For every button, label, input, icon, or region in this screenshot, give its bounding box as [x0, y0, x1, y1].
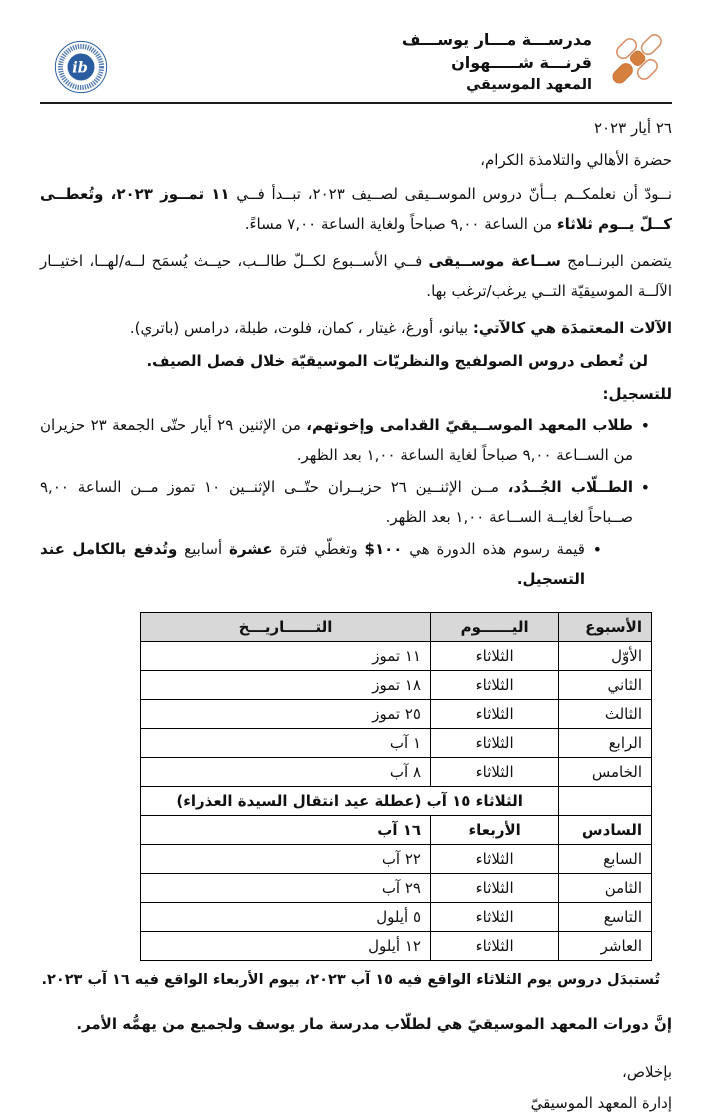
school-name-block — [402, 28, 592, 95]
table-row — [141, 728, 652, 757]
week-cell: الثامن — [559, 873, 652, 902]
intro-bold: ١١ تمــوز ٢٠٢٣، وتُعطــى كــلّ يــوم ثلاثاء — [40, 185, 672, 233]
program-text-2: فــي الأســبوع لكــلّ طالــب، حيــث يُسمَح لــه/لهــا، اختيــار الآلــة الموسيقيّة التــي يرغب/ترغب بها. — [40, 252, 672, 300]
schedule-table — [140, 612, 652, 961]
date-cell: ١٢ أيلول — [141, 931, 431, 960]
program-bold: ســاعة موســيقى — [428, 252, 561, 270]
day-cell: الثلاثاء — [431, 757, 559, 786]
bullet-new-students — [40, 472, 650, 532]
day-cell: الثلاثاء — [431, 844, 559, 873]
schedule-footnote: تُستبدَل دروس يوم الثلاثاء الواقع فيه ١٥ آب ٢٠٢٣، بيوم الأربعاء الواقع فيه ١٦ آب ٢٠٢٣. — [41, 971, 660, 988]
school-identity — [402, 24, 672, 98]
bullet-old-students — [40, 410, 650, 470]
new-students-bold: الطــلّاب الجُــدُد، — [507, 477, 633, 496]
holiday-cell: الثلاثاء ١٥ آب (عطلة عيد انتقال السيدة العذراء) — [141, 786, 559, 815]
column-header-date: التــــــاريـــخ — [141, 612, 431, 641]
week-cell: الرابع — [559, 728, 652, 757]
paragraph-intro — [40, 179, 672, 239]
week-cell: الثاني — [559, 670, 652, 699]
schedule-table-body — [141, 641, 652, 960]
closing: بإخلاص، — [622, 1062, 672, 1081]
date-cell: ٢٥ تموز — [141, 699, 431, 728]
table-row — [141, 670, 652, 699]
day-cell: الثلاثاء — [431, 670, 559, 699]
department-name: المعهد الموسيقي — [466, 76, 592, 93]
date-cell: ١١ تموز — [141, 641, 431, 670]
letterhead — [40, 24, 672, 98]
school-name: مدرســـة مـــار يوســـف — [401, 30, 592, 50]
table-row — [141, 873, 652, 902]
date-cell: ١٨ تموز — [141, 670, 431, 699]
school-logo-graphic — [602, 24, 672, 94]
letter-date: ٢٦ أيار ٢٠٢٣ — [593, 119, 672, 137]
column-header-day: اليــــــوم — [431, 612, 559, 641]
program-text: يتضمن البرنــامج — [560, 252, 672, 270]
fee-text-3: أسابيع — [177, 539, 229, 558]
week-cell: السابع — [559, 844, 652, 873]
date-cell: ٢٢ آب — [141, 844, 431, 873]
fee-text-1: قيمة رسوم هذه الدورة هي — [402, 539, 585, 558]
ib-logo — [54, 40, 108, 98]
instruments-label: الآلات المعتمدَة هي كالآتي: — [472, 319, 672, 337]
table-row — [141, 641, 652, 670]
registration-label: للتسجيل: — [602, 384, 672, 403]
date-cell: ٥ أيلول — [141, 902, 431, 931]
school-location: قرنـــة شـــــهوان — [451, 53, 592, 73]
day-cell: الأربعاء — [431, 815, 559, 844]
date-cell: ١٦ آب — [141, 815, 431, 844]
week-cell: العاشر — [559, 931, 652, 960]
table-row — [141, 699, 652, 728]
table-row — [141, 902, 652, 931]
week-cell: التاسع — [559, 902, 652, 931]
day-cell: الثلاثاء — [431, 902, 559, 931]
paragraph-program — [40, 246, 672, 306]
school-logo — [602, 24, 672, 98]
day-cell: الثلاثاء — [431, 728, 559, 757]
date-cell: ١ آب — [141, 728, 431, 757]
ib-monogram: ib — [72, 59, 88, 77]
table-row — [141, 815, 652, 844]
week-cell: الأوّل — [559, 641, 652, 670]
week-cell: الخامس — [559, 757, 652, 786]
salutation: حضرة الأهالي والتلامذة الكرام، — [480, 151, 672, 169]
table-row — [141, 931, 652, 960]
header-divider — [40, 102, 672, 104]
column-header-week: الأسبوع — [559, 612, 652, 641]
old-students-bold: طلاب المعهد الموســيقيّ القدامى وإخوتهم، — [306, 415, 633, 434]
paragraph-instruments — [40, 313, 672, 343]
signature: إدارة المعهد الموسيقيّ — [530, 1094, 672, 1113]
date-cell: ٨ آب — [141, 757, 431, 786]
fee-payment-bold: وتُدفع بالكامل عند التسجيل. — [40, 539, 585, 588]
week-cell: الثالث — [559, 699, 652, 728]
date-cell: ٢٩ آب — [141, 873, 431, 902]
fee-text-2: وتغطّي فترة — [272, 539, 365, 558]
schedule-table-header — [141, 612, 652, 641]
no-solfege-line: لن تُعطى دروس الصولفيج والنظريّات الموسيقيّة خلال فصل الصيف. — [146, 352, 648, 370]
new-students-text: مــن الإثنــين ٢٦ حزيــران حتّــى الإثنــين ١٠ تموز مــن الساعة ٩,٠٠ صــباحاً لغايــة الســاعة ١,٠٠ بعد الظهر. — [40, 477, 633, 526]
table-row-holiday — [141, 786, 652, 815]
audience-note: إنَّ دورات المعهد الموسيقيّ هي لطلّاب مدرسة مار يوسف ولجميع من يهمُّه الأمر. — [76, 1015, 672, 1034]
day-cell: الثلاثاء — [431, 873, 559, 902]
fee-weeks-bold: عشرة — [228, 539, 273, 558]
instruments-list: بيانو، أورغ، غيتار ، كمان، فلوت، طبلة، درامس (باتري). — [129, 319, 473, 337]
letter-body — [40, 116, 672, 1117]
day-cell: الثلاثاء — [431, 699, 559, 728]
day-cell: الثلاثاء — [431, 641, 559, 670]
old-students-text: من الإثنين ٢٩ أيار حتّى الجمعة ٢٣ حزيران من الســاعة ٩,٠٠ صباحاً لغاية الساعة ١,٠٠ بعد الظهر. — [40, 415, 633, 464]
week-cell — [559, 786, 652, 815]
intro-text: نــودّ أن نعلمكــم بــأنّ دروس الموســيقى لصــيف ٢٠٢٣، تبــدأ فــي — [229, 185, 672, 203]
ib-logo-graphic — [54, 40, 108, 94]
table-row — [141, 757, 652, 786]
intro-text-2: من الساعة ٩,٠٠ صباحاً ولغاية الساعة ٧,٠٠ مساءً. — [244, 215, 557, 233]
table-row — [141, 844, 652, 873]
header-row — [141, 612, 652, 641]
fee-amount: ١٠٠$ — [364, 539, 403, 558]
week-cell: السادس — [559, 815, 652, 844]
day-cell: الثلاثاء — [431, 931, 559, 960]
registration-list — [40, 410, 650, 594]
bullet-fee — [40, 534, 602, 594]
